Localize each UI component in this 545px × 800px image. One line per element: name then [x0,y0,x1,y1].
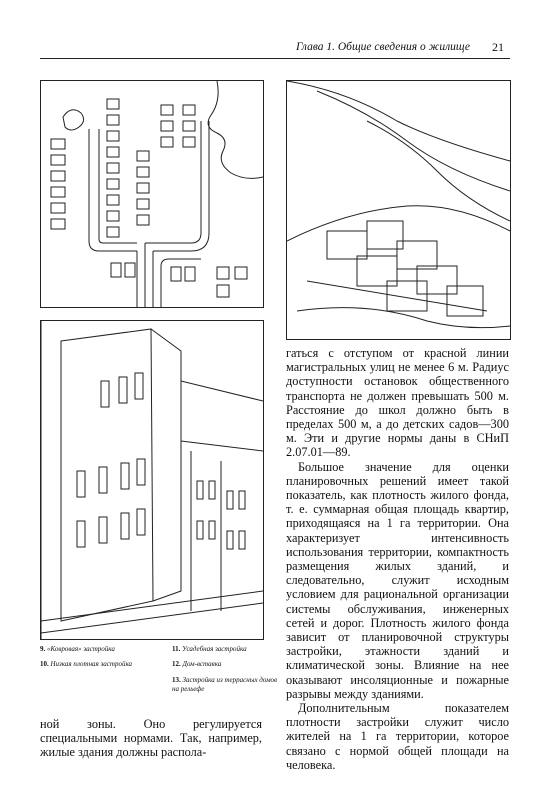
caption-figure-10 [40,660,160,669]
caption-figure-13 [172,676,282,694]
running-head: Глава 1. Общие сведения о жилище [296,41,470,53]
caption-figure-11 [172,645,282,654]
page-number: 21 [492,40,504,54]
caption-number: 11. [172,645,181,653]
caption-text: Усадебная застройка [182,645,247,653]
caption-number: 9. [40,645,46,653]
figure-carpet-development-plan [40,80,264,308]
caption-number: 13. [172,676,181,684]
caption-figure-9 [40,645,160,654]
body-text-left-bottom [40,717,262,760]
body-text-right-column [286,346,509,772]
caption-text: Дом-вставка [182,660,222,668]
header-rule [40,58,510,59]
caption-text: Застройка из террасных домов на рельефе [172,676,278,693]
caption-text: Низкая плотная застройка [50,660,133,668]
figure-terraced-housing [286,80,511,340]
caption-number: 10. [40,660,49,668]
figure-street-low-dense [40,320,264,640]
paragraph: Дополнительным показателем плотности застройки служит число жителей на 1 га территории, которое связано с нормой общей площади на человека. [286,701,509,772]
caption-number: 12. [172,660,181,668]
caption-figure-12 [172,660,282,669]
paragraph: гаться с отступом от красной линии магистральных улиц не менее 6 м. Радиус доступности остановок общественного транспорта не должен превышать 500 м. Расстояние до школ должно быть в пределах 500 м, а до детских садов—300 м. Эти и другие нормы даны в СНиП 2.07.01—89. [286,346,509,460]
caption-text: «Ковровая» застройка [47,645,115,653]
paragraph: ной зоны. Оно регулируется специальными нормами. Так, например, жилые здания должны распола- [40,717,262,760]
paragraph: Большое значение для оценки планировочных решений имеет такой показатель, как плотность жилого фонда, т. е. суммарная общая площадь квартир, приходящаяся на 1 га территории. Она характеризует интенсивность использования территории, компактность размещения жилых зданий, и следовательно, служит исходным условием для рациональной организации системы обслуживания, инженерных сетей и дорог. Плотность жилого фонда зависит от планировочной структуры застройки, этажности зданий и климатической зоны. Влияние на нее оказывают инсоляционные и пожарные разрывы между зданиями. [286,459,509,701]
